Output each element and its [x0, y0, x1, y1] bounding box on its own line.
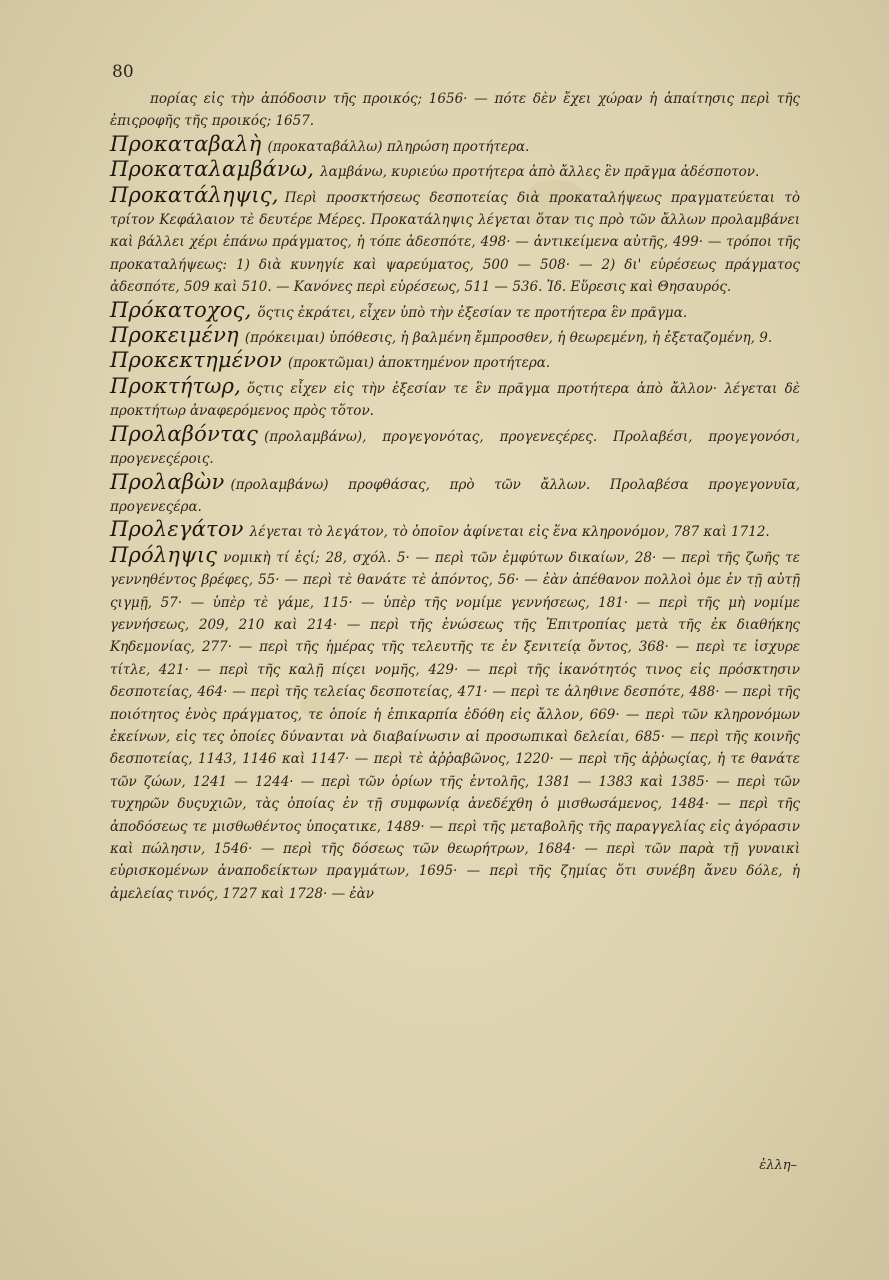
- entry-prolavontas: [110, 423, 800, 471]
- entry-text: νομικὴ τί ἐςί; 28, σχόλ. 5· — περὶ τῶν ἐμφύτων δικαίων, 28· — περὶ τῆς ζωῆς τε γεννηθέντος βρέφες, 55· — περὶ τὲ θανάτε τὲ ἀπόντος, 56· — ἐὰν ἀπέθανον πολλοὶ ὁμε ἐν τῇ αὐτῇ ςιγμῇ, 57· — ὑπὲρ τὲ γάμε, 115· — ὑπὲρ τῆς νομίμε γεννήσεως, 181· — περὶ τῆς μὴ νομίμε γεννήσεως, 209, 210 καὶ 214· — περὶ τῆς ἑνώσεως τῆς Ἐπιτροπίας μετὰ τῆς ἐκ διαθήκης Κηδεμονίας, 277· — περὶ τῆς ἡμέρας τῆς τελευτῆς τε ἐν ξενιτείᾳ ὄντος, 368· — περὶ τε ἰσχυρε τίτλε, 421· — περὶ τῆς καλῇ πίςει νομῆς, 429· — περὶ τῆς ἱκανότητός τινος εἰς πρόσκτησιν δεσποτείας, 464· — περὶ τῆς τελείας δεσποτείας, 471· — περὶ τε ἀληθινε δεσπότε, 488· — περὶ τῆς ποιότητος ἑνὸς πράγματος, τε ὁποίε ἡ ἐπικαρπία ἐδόθη εἰς ἄλλον, 669· — περὶ τῶν κληρονόμων ἐκείνων, εἰς τες ὁποίες δύνανται νὰ διαβαίνωσιν αἱ προσωπικαὶ δελείαι, 685· — περὶ τῆς κοινῆς δεσποτείας, 1143, 1146 καὶ 1147· — περὶ τὲ ἀῤῥαβῶνος, 1220· — περὶ τῆς ἀῤῥωςίας, ἡ τε θανάτε τῶν ζώων, 1241 — 1244· — περὶ τῶν ὁρίων τῆς ἐντολῆς, 1381 — 1383 καὶ 1385· — περὶ τῶν τυχηρῶν δυςυχιῶν, τὰς ὁποίας ἐν τῇ συμφωνίᾳ ἀνεδέχθη ὁ μισθωσάμενος, 1484· — περὶ τῆς ἀποδόσεως τε μισθωθέντος ὑποςατικε, 1489· — περὶ τῆς μεταβολῆς τῆς παραγγελίας εἰς ἀγόρασιν καὶ πώλησιν, 1546· — περὶ τῆς δόσεως τῶν θεωρήτρων, 1684· — περὶ τῶν παρὰ τῇ γυναικὶ εὑρισκομένων ἀναποδείκτων πραγμάτων, 1695· — περὶ τῆς ζημίας ὅτι συνέβη ἄνευ δόλε, ἡ ἀμελείας τινός, 1727 καὶ 1728· — ἐὰν: [110, 549, 800, 902]
- entry-text: Περὶ προσκτήσεως δεσποτείας διὰ προκαταλήψεως πραγματεύεται τὸ τρίτον Κεφάλαιον τὲ δευτέρε Μέρες. Προκατάληψις λέγεται ὅταν τις πρὸ τῶν ἄλλων προλαμβάνει καὶ βάλλει χέρι ἐπάνω πράγματος, ἡ τόπε ἀδεσπότε, 498· — ἀντικείμενα αὐτῆς, 499· — τρόποι τῆς προκαταλήψεως: 1) διὰ κυνηγίε καὶ ψαρεύματος, 500 — 508· — 2) δι' εὑρέσεως πράγματος ἀδεσπότε, 509 καὶ 510. — Κανόνες περὶ εὑρέσεως, 511 — 536. Ἰδ. Εὕρεσις καὶ Θησαυρός.: [110, 189, 800, 296]
- entry-prolipsis: [110, 544, 800, 906]
- headword: Προλεγάτον: [110, 517, 244, 542]
- headword: Προλαβὼν: [110, 469, 225, 494]
- headword: Πρόκατοχος,: [110, 297, 252, 322]
- entry-prolegaton: [110, 518, 800, 543]
- entry-text: λέγεται τὸ λεγάτον, τὸ ὁποῖον ἀφίνεται εἰς ἕνα κληρονόμον, 787 καὶ 1712.: [249, 524, 770, 541]
- entry-text: ὅςτις ἐκράτει, εἶχεν ὑπὸ τὴν ἐξεσίαν τε προτήτερα ἓν πρᾶγμα.: [257, 304, 688, 321]
- entry-prokektimenon: [110, 349, 800, 374]
- entry-text: πορίας εἰς τὴν ἀπόδοσιν τῆς προικός; 1656· — πότε δὲν ἔχει χώραν ἡ ἀπαίτησις περὶ τῆς ἐπιςροφῆς τῆς προικός; 1657.: [110, 91, 800, 130]
- headword: Προκτήτωρ,: [110, 373, 242, 398]
- catchword: ἐλλη–: [759, 1158, 797, 1173]
- headword: Προκατάληψις,: [110, 182, 279, 207]
- entry-text: ὅςτις εἶχεν εἰς τὴν ἐξεσίαν τε ἓν πρᾶγμα προτήτερα ἀπὸ ἄλλον· λέγεται δὲ προκτήτωρ ἀναφερόμενος πρὸς τὅτον.: [110, 380, 800, 420]
- entry-prolavon: [110, 471, 800, 519]
- continued-entry: [110, 88, 800, 133]
- entry-prokatochos: [110, 299, 800, 324]
- entry-prokatavali: [110, 133, 800, 158]
- headword: Πρόληψις: [110, 542, 218, 567]
- page-number: 80: [112, 62, 134, 82]
- headword: Προλαβόντας: [110, 421, 259, 446]
- entry-prokatalamvano: [110, 158, 800, 183]
- entry-proktitor: [110, 375, 800, 423]
- headword: Προκειμένη: [110, 323, 239, 348]
- entry-text: (προλαμβάνω), προγεγονότας, προγενεςέρες. Προλαβέσι, προγεγονόσι, προγενεςέροις.: [110, 428, 800, 468]
- headword: Προκαταλαμβάνω,: [110, 157, 315, 182]
- entry-text: (προκαταβάλλω) πληρώση προτήτερα.: [267, 138, 530, 155]
- entry-text: (προκτῶμαι) ἀποκτημένον προτήτερα.: [288, 355, 551, 372]
- headword: Προκαταβαλὴ: [110, 131, 262, 156]
- entry-text: λαμβάνω, κυριεύω προτήτερα ἀπὸ ἄλλες ἓν πρᾶγμα ἀδέσποτον.: [320, 164, 760, 181]
- headword: Προκεκτημένον: [110, 348, 283, 373]
- entry-text: (πρόκειμαι) ὑπόθεσις, ἡ βαλμένη ἔμπροσθεν, ἡ θεωρεμένη, ἡ ἐξεταζομένη, 9.: [244, 330, 773, 347]
- entry-text: (προλαμβάνω) προφθάσας, πρὸ τῶν ἄλλων. Προλαβέσα προγεγονυῖα, προγενεςέρα.: [110, 476, 800, 515]
- dictionary-text: [110, 88, 800, 905]
- entry-prokeimeni: [110, 324, 800, 349]
- entry-prokatalipsis: [110, 184, 800, 299]
